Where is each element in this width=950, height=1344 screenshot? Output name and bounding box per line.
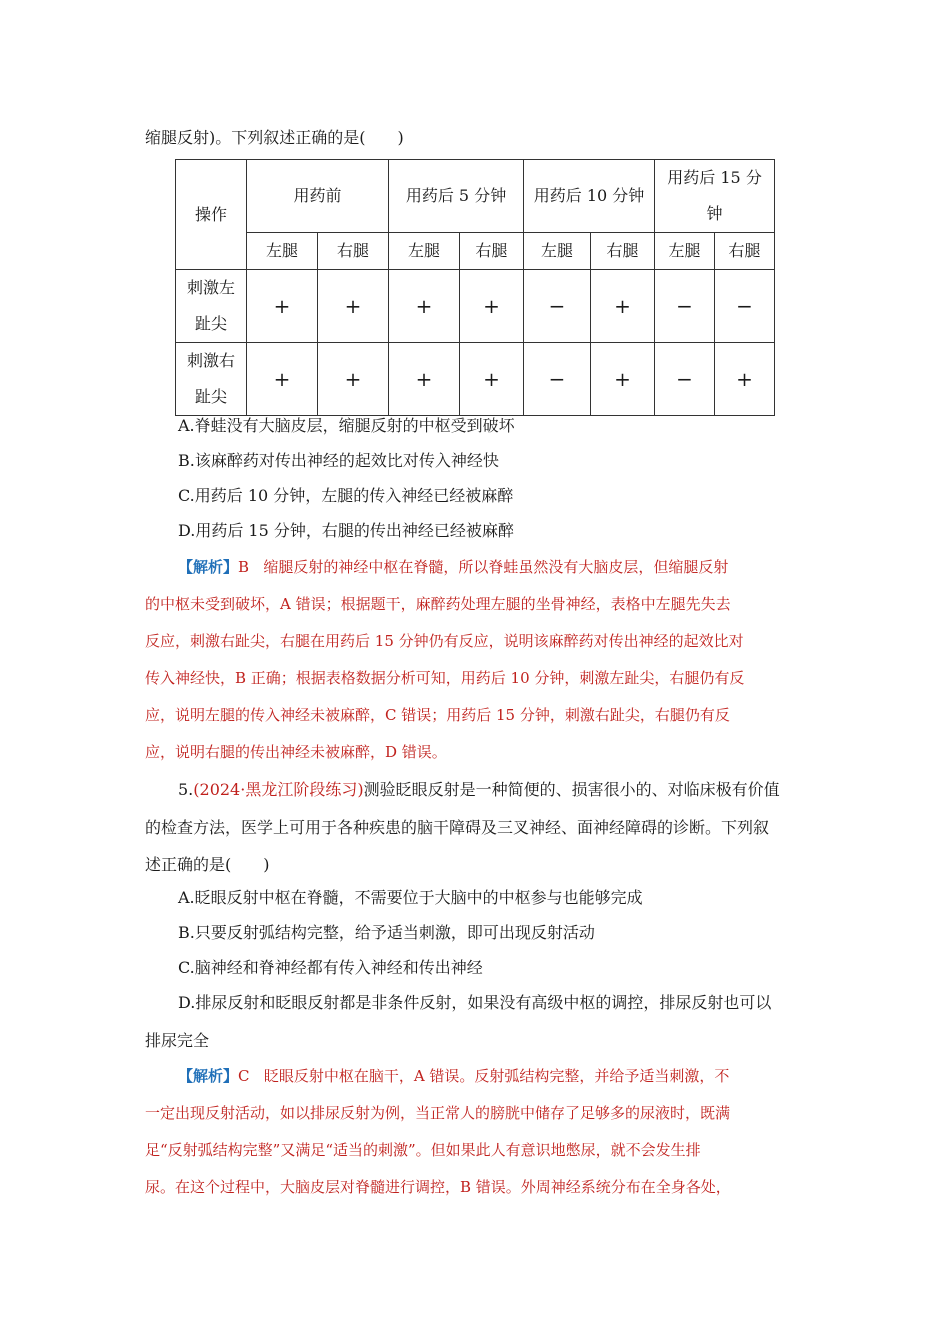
leg-header: 右腿 — [715, 233, 775, 270]
row-operation: 刺激左趾尖 — [176, 270, 247, 343]
analysis-first-line — [178, 557, 805, 577]
table-cell: + — [247, 270, 318, 343]
analysis-answer: C — [238, 1067, 250, 1085]
row-operation: 刺激右趾尖 — [176, 343, 247, 416]
leg-header: 左腿 — [655, 233, 715, 270]
option-a: A.眨眼反射中枢在脊髓，不需要位于大脑中的中枢参与也能够完成 — [178, 888, 643, 907]
analysis-tag: 【解析】 — [178, 558, 239, 576]
option-b: B.只要反射弧结构完整，给予适当刺激，即可出现反射活动 — [178, 923, 595, 942]
question-text: 述正确的是( ) — [145, 855, 270, 874]
option-a: A.脊蛙没有大脑皮层，缩腿反射的中枢受到破坏 — [178, 416, 515, 435]
option-d-continued: 排尿完全 — [145, 1031, 210, 1050]
table-cell: − — [655, 343, 715, 416]
analysis-text: 尿。在这个过程中，大脑皮层对脊髓进行调控，B 错误。外周神经系统分布在全身各处， — [145, 1178, 731, 1196]
option-d: D.用药后 15 分钟，右腿的传出神经已经被麻醉 — [178, 521, 514, 540]
table-cell: + — [389, 343, 460, 416]
option-c: C.用药后 10 分钟，左腿的传入神经已经被麻醉 — [178, 486, 514, 505]
table-cell: + — [247, 343, 318, 416]
table-cell: − — [715, 270, 775, 343]
analysis-text: 的中枢未受到破坏，A 错误；根据题干，麻醉药处理左腿的坐骨神经，表格中左腿先失去 — [145, 595, 731, 613]
option-b: B.该麻醉药对传出神经的起效比对传入神经快 — [178, 451, 499, 470]
question-number: 5. — [178, 780, 194, 799]
leg-header: 右腿 — [318, 233, 389, 270]
table-cell: + — [460, 270, 524, 343]
table-cell: − — [524, 343, 591, 416]
table-cell: − — [655, 270, 715, 343]
leg-header: 左腿 — [389, 233, 460, 270]
analysis-first-line — [178, 1066, 805, 1086]
question-stem-tail: 缩腿反射)。下列叙述正确的是( ) — [145, 128, 404, 147]
leg-header: 左腿 — [524, 233, 591, 270]
analysis-answer: B — [238, 558, 250, 576]
question-text: 的检查方法，医学上可用于各种疾患的脑干障碍及三叉神经、面神经障碍的诊断。下列叙 — [145, 818, 770, 837]
option-c: C.脑神经和脊神经都有传入神经和传出神经 — [178, 958, 483, 977]
leg-header: 左腿 — [247, 233, 318, 270]
analysis-text: 应，说明右腿的传出神经未被麻醉，D 错误。 — [145, 743, 447, 761]
analysis-text: 缩腿反射的神经中枢在脊髓，所以脊蛙虽然没有大脑皮层，但缩腿反射 — [263, 558, 729, 576]
analysis-text: 足“反射弧结构完整”又满足“适当的刺激”。但如果此人有意识地憋尿，就不会发生排 — [145, 1141, 701, 1159]
col-group-header: 用药后 15 分钟 — [655, 160, 775, 233]
table-cell: + — [318, 270, 389, 343]
table-cell: + — [460, 343, 524, 416]
col-group-header: 用药后 10 分钟 — [524, 160, 655, 233]
question-source: (2024·黑龙江阶段练习) — [193, 780, 364, 799]
analysis-text: 反应，刺激右趾尖，右腿在用药后 15 分钟仍有反应，说明该麻醉药对传出神经的起效比对 — [145, 632, 744, 650]
question-text: 测验眨眼反射是一种简便的、损害很小的、对临床极有价值 — [363, 780, 780, 799]
analysis-text: 一定出现反射活动，如以排尿反射为例，当正常人的膀胱中储存了足够多的尿液时，既满 — [145, 1104, 731, 1122]
col-group-header: 用药前 — [247, 160, 389, 233]
table-cell: + — [715, 343, 775, 416]
table-row-header: 操作 — [176, 160, 247, 270]
table-cell: + — [591, 343, 655, 416]
analysis-text: 眨眼反射中枢在脑干，A 错误。反射弧结构完整，并给予适当刺激，不 — [263, 1067, 730, 1085]
table-cell: − — [524, 270, 591, 343]
leg-header: 右腿 — [591, 233, 655, 270]
table-cell: + — [318, 343, 389, 416]
question-5-stem — [178, 780, 805, 800]
option-d: D.排尿反射和眨眼反射都是非条件反射，如果没有高级中枢的调控，排尿反射也可以 — [178, 993, 772, 1012]
table-cell: + — [389, 270, 460, 343]
col-group-header: 用药后 5 分钟 — [389, 160, 524, 233]
analysis-text: 应，说明左腿的传入神经未被麻醉，C 错误；用药后 15 分钟，刺激右趾尖，右腿仍有反 — [145, 706, 730, 724]
table-cell: + — [591, 270, 655, 343]
analysis-tag: 【解析】 — [178, 1067, 239, 1085]
experiment-table — [175, 159, 775, 416]
analysis-text: 传入神经快，B 正确；根据表格数据分析可知，用药后 10 分钟，刺激左趾尖，右腿仍有反 — [145, 669, 745, 687]
leg-header: 右腿 — [460, 233, 524, 270]
